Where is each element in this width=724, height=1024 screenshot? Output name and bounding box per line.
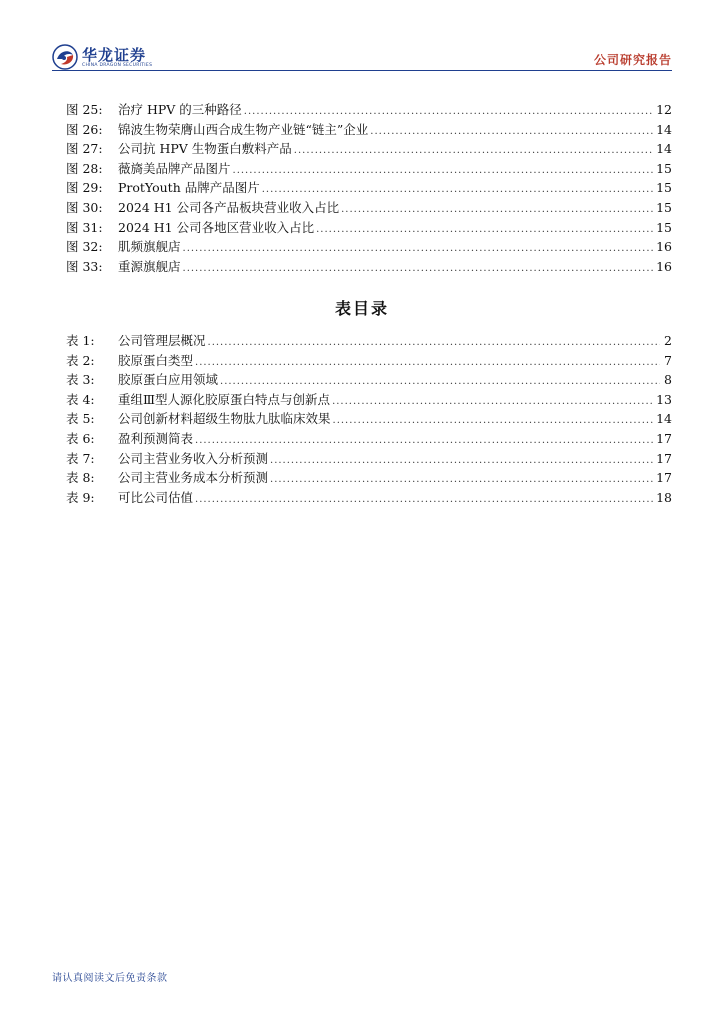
table-toc-list — [66, 331, 672, 507]
figure-toc-entry[interactable] — [66, 178, 672, 198]
figure-toc-entry-title[interactable]: 治疗 HPV 的三种路径 — [118, 102, 242, 117]
figure-toc-entry-title[interactable]: 锦波生物荣膺山西合成生物产业链“链主”企业 — [118, 121, 369, 137]
table-toc-entry-title[interactable]: 可比公司估值 — [118, 489, 194, 505]
figure-toc-entry[interactable] — [66, 237, 672, 257]
footer-disclaimer: 请认真阅读文后免责条款 — [52, 973, 168, 984]
table-toc-entry[interactable] — [66, 390, 672, 410]
table-toc-entry-title[interactable]: 公司创新材料超级生物肽九肽临床效果 — [118, 411, 331, 427]
table-toc-entry-leader — [195, 490, 654, 510]
figure-toc-entry-page[interactable]: 15 — [656, 199, 672, 215]
table-toc-entry-title[interactable]: 盈利预测简表 — [118, 430, 194, 446]
table-toc-entry-label: 表 1: — [66, 333, 95, 348]
table-toc-entry-title[interactable]: 胶原蛋白应用领域 — [118, 372, 219, 388]
brand-name-en: CHINA DRAGON SECURITIES — [82, 63, 153, 68]
table-toc-entry[interactable] — [66, 331, 672, 351]
table-toc-entry-label: 表 6: — [66, 430, 95, 446]
table-toc-entry-label: 表 4: — [66, 391, 95, 407]
figure-toc-entry-page[interactable]: 15 — [656, 180, 672, 196]
table-toc-entry-label: 表 3: — [66, 372, 95, 388]
table-toc-entry-title[interactable]: 重组Ⅲ型人源化胶原蛋白特点与创新点 — [118, 391, 331, 407]
figure-toc-entry-page[interactable]: 14 — [656, 141, 672, 157]
figure-toc-entry-title[interactable]: 公司抗 HPV 生物蛋白敷料产品 — [118, 141, 292, 157]
table-toc-entry[interactable] — [66, 468, 672, 488]
figure-toc-entry[interactable] — [66, 100, 672, 120]
table-toc-entry-label: 表 9: — [66, 489, 95, 505]
table-toc-entry[interactable] — [66, 449, 672, 469]
figure-toc-entry-page[interactable]: 16 — [656, 239, 672, 255]
table-toc-entry-page[interactable]: 7 — [664, 352, 672, 368]
figure-toc-entry-leader — [183, 259, 655, 279]
figure-toc-entry[interactable] — [66, 218, 672, 238]
dragon-logo-icon — [52, 44, 78, 70]
figure-toc-entry-title[interactable]: 重源旗舰店 — [118, 258, 181, 274]
table-toc-entry-page[interactable]: 13 — [656, 391, 672, 407]
table-toc-entry-page[interactable]: 8 — [664, 372, 672, 388]
figure-toc-entry-title[interactable]: 薇旖美品牌产品图片 — [118, 160, 231, 176]
company-logo — [52, 44, 162, 72]
figure-toc-entry-page[interactable]: 15 — [656, 219, 672, 235]
table-toc-entry-page[interactable]: 17 — [656, 430, 672, 446]
figure-toc-entry-title[interactable]: 2024 H1 公司各地区营业收入占比 — [118, 219, 315, 235]
figure-toc-entry-page[interactable]: 16 — [656, 258, 672, 274]
figure-toc-entry-label: 图 28: — [66, 160, 103, 176]
figure-toc-entry[interactable] — [66, 257, 672, 277]
figure-toc-entry-label: 图 31: — [66, 219, 103, 235]
table-toc-entry-label: 表 7: — [66, 450, 95, 466]
figure-toc-entry-label: 图 26: — [66, 121, 103, 137]
figure-toc-entry-label: 图 29: — [66, 180, 103, 196]
figure-toc-entry-label: 图 33: — [66, 258, 103, 274]
figure-toc-entry-label: 图 32: — [66, 239, 103, 255]
table-toc-entry[interactable] — [66, 351, 672, 371]
header-divider — [52, 70, 672, 71]
table-toc-entry-title[interactable]: 胶原蛋白类型 — [118, 352, 194, 368]
table-toc-entry[interactable] — [66, 429, 672, 449]
table-toc-entry[interactable] — [66, 409, 672, 429]
table-toc-heading: 表目录 — [334, 299, 389, 318]
figure-toc-entry[interactable] — [66, 198, 672, 218]
table-toc-entry-title[interactable]: 公司管理层概况 — [118, 333, 206, 348]
figure-toc-entry-label: 图 30: — [66, 199, 103, 215]
table-toc-entry-label: 表 2: — [66, 352, 95, 368]
table-toc-entry-page[interactable]: 2 — [664, 333, 672, 348]
figure-toc-entry-title[interactable]: 肌频旗舰店 — [118, 239, 181, 255]
table-toc-entry[interactable] — [66, 488, 672, 508]
brand-name-cn: 华龙证券 — [82, 46, 147, 64]
page-header — [0, 0, 724, 72]
figure-toc-entry[interactable] — [66, 159, 672, 179]
figure-toc-entry-label: 图 25: — [66, 102, 103, 117]
table-toc-entry-title[interactable]: 公司主营业务成本分析预测 — [118, 470, 269, 486]
table-toc-entry-page[interactable]: 14 — [656, 411, 672, 427]
figure-toc-entry-page[interactable]: 15 — [656, 160, 672, 176]
table-toc-entry[interactable] — [66, 370, 672, 390]
figure-toc-entry-page[interactable]: 12 — [656, 102, 672, 117]
table-toc-entry-page[interactable]: 17 — [656, 470, 672, 486]
table-toc-entry-label: 表 8: — [66, 470, 95, 486]
figure-toc-entry-page[interactable]: 14 — [656, 121, 672, 137]
figure-toc-entry[interactable] — [66, 139, 672, 159]
figure-toc-entry-label: 图 27: — [66, 141, 103, 157]
figure-toc-entry-title[interactable]: ProtYouth 品牌产品图片 — [118, 180, 260, 196]
table-toc-entry-page[interactable]: 18 — [656, 489, 672, 505]
report-type-label: 公司研究报告 — [593, 53, 672, 67]
table-toc-entry-title[interactable]: 公司主营业务收入分析预测 — [118, 450, 269, 466]
figure-toc-entry-title[interactable]: 2024 H1 公司各产品板块营业收入占比 — [118, 199, 340, 215]
table-toc-entry-label: 表 5: — [66, 411, 95, 427]
figure-toc-entry[interactable] — [66, 120, 672, 140]
table-toc-entry-page[interactable]: 17 — [656, 450, 672, 466]
figure-toc-list — [66, 100, 672, 276]
